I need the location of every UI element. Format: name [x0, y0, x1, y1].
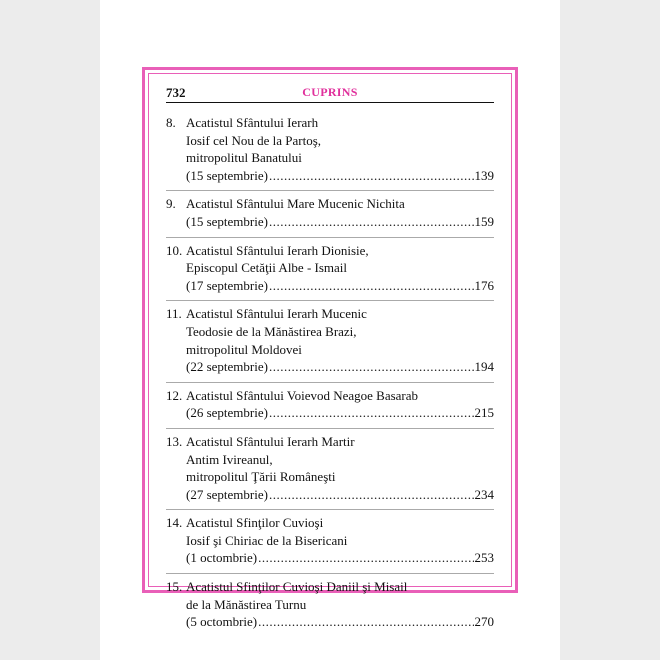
toc-entry-title: Acatistul Sfântului Voievod Neagoe Basarab	[186, 387, 419, 403]
table-of-contents	[166, 110, 494, 637]
toc-entry-date: (22 septembrie)	[186, 359, 268, 375]
toc-entry-leader-line	[166, 277, 494, 295]
toc-entry-leader-line	[166, 613, 494, 631]
toc-entry-number: 9.	[166, 196, 176, 212]
toc-entry-title-line	[166, 578, 494, 596]
toc-entry-title: Acatistul Sfinţilor Cuvioşi	[186, 515, 324, 531]
toc-entry[interactable]	[166, 510, 494, 574]
toc-entry-page: 234	[474, 486, 494, 502]
toc-entry-leader-line	[166, 486, 494, 504]
toc-entry-title-line: mitropolitul Ţării Româneşti	[186, 469, 336, 485]
toc-entry-number: 10.	[166, 242, 183, 258]
toc-entry-title: Acatistul Sfântului Ierarh Dionisie,	[186, 242, 369, 258]
toc-entry-title: Acatistul Sfântului Ierarh	[186, 115, 319, 130]
toc-entry-number: 8.	[166, 115, 176, 130]
toc-entry-page: 139	[474, 167, 494, 183]
dot-leader	[258, 549, 473, 567]
toc-entry-leader-line	[166, 358, 494, 376]
toc-entry-date: (17 septembrie)	[186, 277, 268, 293]
page-number: 732	[166, 85, 186, 100]
toc-entry-title: Acatistul Sfântului Mare Mucenic Nichita	[186, 196, 405, 212]
toc-entry-title: Acatistul Sfinţilor Cuvioşi Daniil şi Misail	[186, 579, 408, 595]
toc-entry-number: 11.	[166, 306, 182, 322]
toc-entry-title-line	[166, 114, 494, 132]
toc-entry-page: 176	[474, 277, 494, 293]
toc-entry-page: 194	[474, 359, 494, 375]
toc-entry-title-line	[166, 195, 494, 213]
toc-entry-page: 215	[474, 405, 494, 421]
toc-entry-page: 253	[474, 550, 494, 566]
dot-leader	[269, 486, 474, 504]
dot-leader	[269, 167, 474, 185]
toc-entry-leader-line	[166, 404, 494, 422]
toc-entry-number: 13.	[166, 433, 183, 449]
toc-entry-date: (5 octombrie)	[186, 614, 258, 630]
toc-entry-title-line: Iosif cel Nou de la Partoş,	[186, 132, 322, 148]
toc-entry-title-line: Teodosie de la Mănăstirea Brazi,	[186, 323, 357, 339]
toc-entry-leader-line	[166, 549, 494, 567]
toc-entry[interactable]	[166, 110, 494, 191]
toc-entry-title: Acatistul Sfântului Ierarh Mucenic	[186, 306, 367, 322]
dot-leader	[269, 358, 474, 376]
toc-entry-title-line	[166, 242, 494, 260]
toc-entry-number: 15.	[166, 579, 183, 595]
toc-entry-date: (15 septembrie)	[186, 213, 268, 229]
toc-entry-number: 12.	[166, 387, 183, 403]
toc-entry-date: (26 septembrie)	[186, 405, 268, 421]
book-page	[100, 0, 560, 660]
dot-leader	[269, 404, 474, 422]
toc-entry-date: (1 octombrie)	[186, 550, 258, 566]
toc-entry-title-line	[166, 305, 494, 323]
toc-entry-title-line: de la Mănăstirea Turnu	[186, 596, 307, 612]
dot-leader	[269, 213, 474, 231]
dot-leader	[269, 277, 474, 295]
toc-entry-number: 14.	[166, 515, 183, 531]
toc-entry-title-line	[166, 433, 494, 451]
toc-entry-date: (15 septembrie)	[186, 167, 268, 183]
toc-entry-title-line: mitropolitul Moldovei	[186, 341, 302, 357]
toc-entry[interactable]	[166, 238, 494, 302]
toc-entry[interactable]	[166, 301, 494, 382]
toc-entry-title: Acatistul Sfântului Ierarh Martir	[186, 433, 355, 449]
toc-entry-page: 270	[474, 614, 494, 630]
toc-entry-title-line: mitropolitul Banatului	[186, 150, 302, 166]
toc-entry-title-line: Iosif şi Chiriac de la Bisericani	[186, 532, 348, 548]
toc-entry-title-line	[166, 387, 494, 405]
toc-entry[interactable]	[166, 574, 494, 637]
dot-leader	[258, 613, 473, 631]
toc-entry-page: 159	[474, 213, 494, 229]
toc-entry-title-line: Antim Ivireanul,	[186, 451, 273, 467]
toc-entry-title-line: Episcopul Cetăţii Albe - Ismail	[186, 260, 348, 276]
running-title: CUPRINS	[302, 85, 358, 99]
page-header	[166, 84, 494, 103]
toc-entry[interactable]	[166, 383, 494, 429]
toc-entry[interactable]	[166, 429, 494, 510]
toc-entry-leader-line	[166, 167, 494, 185]
toc-entry-leader-line	[166, 213, 494, 231]
toc-entry[interactable]	[166, 191, 494, 237]
toc-entry-date: (27 septembrie)	[186, 486, 268, 502]
toc-entry-title-line	[166, 514, 494, 532]
